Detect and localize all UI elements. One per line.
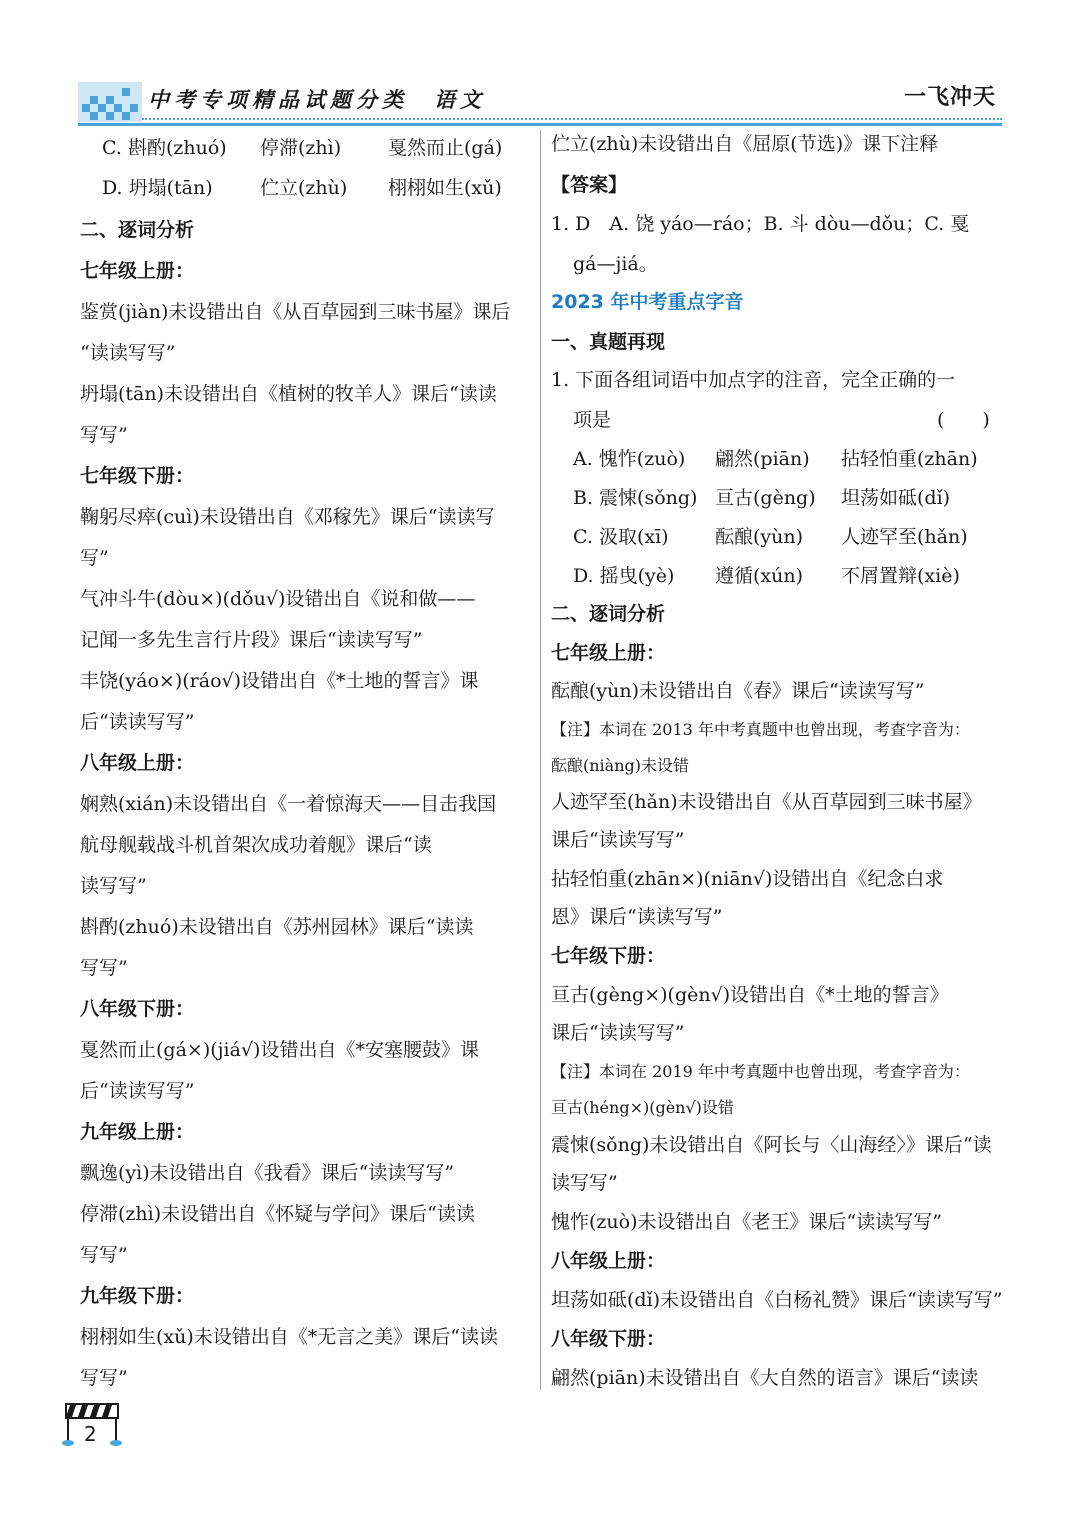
section-heading: 二、逐词分析 [80,219,195,241]
grade-heading: 七年级下册： [80,465,195,487]
entry-line: 写写” [80,424,128,446]
entry-line: 飘逸(yì)未设错出自《我看》课后“读读写写” [80,1162,455,1184]
entry-line: 娴熟(xián)未设错出自《一着惊海天——目击我国 [80,793,497,815]
option-d-1: D. 摇曳(yè) [573,565,675,587]
page-header [78,78,1002,126]
answer-blank: ( ) [937,409,990,431]
entry-line: 鞠躬尽瘁(cuì)未设错出自《邓稼先》课后“读读写 [80,506,495,528]
entry-line: 震悚(sǒng)未设错出自《阿长与〈山海经〉》课后“读 [551,1134,992,1156]
page-number: 2 [84,1422,97,1446]
note-line: 酝酿(niàng)未设错 [551,756,689,775]
entry-line: 鉴赏(jiàn)未设错出自《从百草园到三味书屋》课后 [80,301,511,323]
answer-line: gá—jiá。 [573,253,658,275]
section-heading: 一、真题再现 [551,331,666,353]
entry-line: 伫立(zhù)未设错出自《屈原(节选)》课下注释 [551,133,939,155]
entry-line: 写写” [80,1367,128,1389]
answer-heading: 【答案】 [551,174,628,196]
entry-line: “读读写写” [80,342,176,364]
note-line: 亘古(héng×)(gèn√)设错 [551,1098,734,1117]
entry-line: 斟酌(zhuó)未设错出自《苏州园林》课后“读读 [80,916,474,938]
option-a-3: 拈轻怕重(zhān) [841,448,978,470]
grade-heading: 七年级上册： [80,260,195,282]
entry-line: 课后“读读写写” [551,1022,685,1044]
option-c-2: 停滞(zhì) [260,137,342,159]
entry-line: 丰饶(yáo×)(ráo√)设错出自《*土地的誓言》课 [80,670,479,692]
grade-heading: 九年级下册： [80,1285,195,1307]
option-d-3: 栩栩如生(xǔ) [388,177,502,199]
header-dotted-rule [142,118,1002,120]
option-a-2: 翩然(piān) [715,448,810,470]
entry-line: 后“读读写写” [80,711,195,733]
header-brand: 一飞冲天 [903,85,996,110]
grade-heading: 九年级上册： [80,1121,195,1143]
entry-line: 坍塌(tān)未设错出自《植树的牧羊人》课后“读读 [80,383,497,405]
entry-line: 亘古(gèng×)(gèn√)设错出自《*土地的誓言》 [551,984,949,1006]
grade-heading: 八年级上册： [80,752,195,774]
entry-line: 读写写” [80,875,147,897]
entry-line: 航母舰载战斗机首架次成功着舰》课后“读 [80,834,432,856]
entry-line: 栩栩如生(xǔ)未设错出自《*无言之美》课后“读读 [80,1326,498,1348]
entry-line: 气冲斗牛(dòu×)(dǒu√)设错出自《说和做—— [80,588,476,610]
option-c-3: 人迹罕至(hǎn) [841,526,968,548]
entry-line: 写写” [80,957,128,979]
question-stem: 1. 下面各组词语中加点字的注音，完全正确的一 [551,369,956,391]
entry-line: 停滞(zhì)未设错出自《怀疑与学问》课后“读读 [80,1203,475,1225]
entry-line: 愧怍(zuò)未设错出自《老王》课后“读读写写” [551,1211,942,1233]
entry-line: 读写写” [551,1172,618,1194]
header-rule [78,123,1002,126]
option-b-1: B. 震悚(sǒng) [573,487,698,509]
entry-line: 记闻一多先生言行片段》课后“读读写写” [80,629,423,651]
section-heading: 二、逐词分析 [551,603,666,625]
option-b-2: 亘古(gèng) [715,487,816,509]
entry-line: 恩》课后“读读写写” [551,906,723,928]
entry-line: 拈轻怕重(zhān×)(niān√)设错出自《纪念白求 [551,868,944,890]
header-title: 中考专项精品试题分类 语文 [148,87,486,112]
answer-line: 1. D A. 饶 yáo—ráo；B. 斗 dòu—dǒu；C. 戛 [551,213,970,235]
note-line: 【注】本词在 2019 年中考真题中也曾出现，考查字音为： [551,1062,970,1081]
option-b-3: 坦荡如砥(dǐ) [841,487,951,509]
option-d-3: 不屑置辩(xiè) [841,565,960,587]
option-a-1: A. 愧怍(zuò) [573,448,686,470]
grade-heading: 八年级下册： [551,1328,666,1350]
grade-heading: 八年级下册： [80,998,195,1020]
question-stem: 项是 [573,409,612,431]
option-c-1: C. 斟酌(zhuó) [102,137,227,159]
option-d-1: D. 坍塌(tān) [102,177,213,199]
grade-heading: 七年级上册： [551,642,666,664]
entry-line: 坦荡如砥(dǐ)未设错出自《白杨礼赞》课后“读读写写” [551,1289,1003,1311]
entry-line: 后“读读写写” [80,1080,195,1102]
grade-heading: 八年级上册： [551,1250,666,1272]
option-c-1: C. 汲取(xī) [573,526,669,548]
entry-line: 人迹罕至(hǎn)未设错出自《从百草园到三味书屋》 [551,791,982,813]
entry-line: 写” [80,547,109,569]
option-c-3: 戛然而止(gá) [388,137,503,159]
entry-line: 写写” [80,1244,128,1266]
section-title: 2023 年中考重点字音 [551,291,744,313]
column-divider [540,130,541,1390]
option-d-2: 遵循(xún) [715,565,804,587]
grade-heading: 七年级下册： [551,945,666,967]
note-line: 【注】本词在 2013 年中考真题中也曾出现，考查字音为： [551,720,970,739]
option-d-2: 伫立(zhù) [260,177,348,199]
entry-line: 酝酿(yùn)未设错出自《春》课后“读读写写” [551,680,925,702]
entry-line: 翩然(piān)未设错出自《大自然的语言》课后“读读 [551,1367,979,1389]
option-c-2: 酝酿(yùn) [715,526,804,548]
entry-line: 戛然而止(gá×)(jiá√)设错出自《*安塞腰鼓》课 [80,1039,479,1061]
checkered-logo-icon [78,82,142,122]
entry-line: 课后“读读写写” [551,829,685,851]
